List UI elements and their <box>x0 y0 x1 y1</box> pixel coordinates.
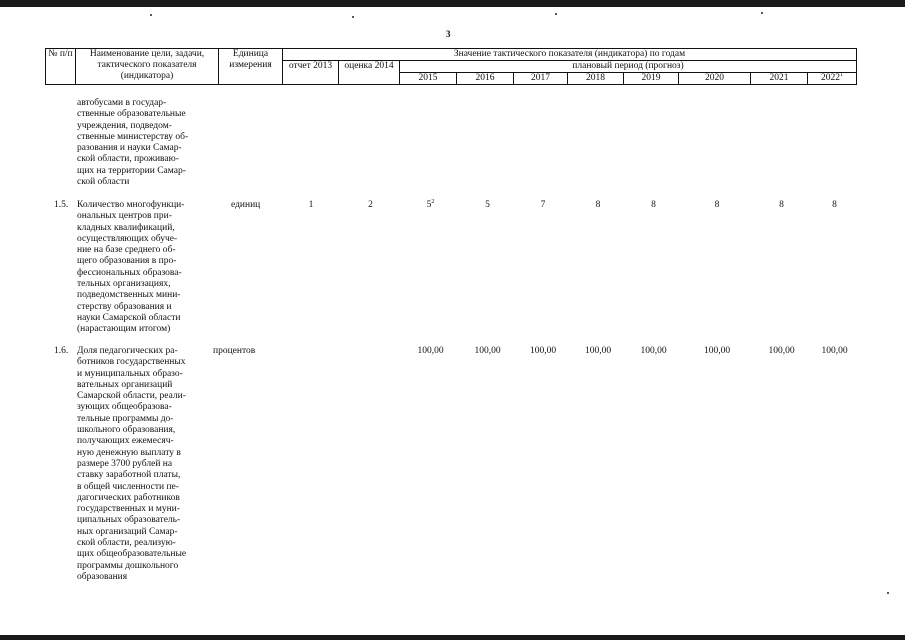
name-line: образования <box>77 571 128 582</box>
row-estimate-2014-1-5: 2 <box>368 200 373 210</box>
name-line: ботников государственных <box>77 357 186 368</box>
scan-speck <box>352 16 354 18</box>
scan-bottom-edge <box>0 635 905 640</box>
row-value-2020-1-6: 100,00 <box>703 346 731 356</box>
scan-speck <box>150 14 152 16</box>
value: 5 <box>426 200 432 210</box>
row-num-1-5: 1.5. <box>54 200 69 210</box>
header-year: 2019 <box>624 73 679 85</box>
name-line: Количество многофункци- <box>77 200 185 210</box>
row-unit-1-6: процентов <box>213 346 256 356</box>
header-unit: Единица измерения <box>219 49 283 85</box>
header-report-2013: отчет 2013 <box>283 61 339 85</box>
row-value-2018-1-6: 100,00 <box>584 346 612 356</box>
footnote-mark: 2 <box>431 199 435 205</box>
row-value-2016-1-5: 5 <box>485 200 490 210</box>
name-line: дагогических работников <box>77 492 180 503</box>
page-number: 3 <box>446 29 451 39</box>
name-line: щих общеобразовательные <box>77 549 187 560</box>
name-line: стерству образования и <box>77 301 172 312</box>
header-year-label: 2022 <box>821 73 840 83</box>
name-line: подведомственных мини- <box>77 290 181 301</box>
name-line: ставку заработной платы, <box>77 470 181 481</box>
header-year: 2018 <box>568 73 624 85</box>
row-value-2021-1-5: 8 <box>779 200 784 210</box>
name-line: ской области <box>77 177 130 188</box>
name-line: зующих общеобразова- <box>77 402 172 413</box>
row-value-2021-1-6: 100,00 <box>768 346 795 356</box>
scan-speck <box>555 13 557 15</box>
name-line: ственные образовательные <box>77 109 186 120</box>
row-value-2018-1-5: 8 <box>595 200 601 210</box>
row-unit-1-5: единиц <box>231 200 261 210</box>
header-group: Значение тактического показателя (индикатора) по годам <box>283 49 857 61</box>
header-name: Наименование цели, задачи, тактического показателя (индикатора) <box>76 49 219 85</box>
name-line: ской области, реализую- <box>77 538 176 549</box>
name-line: вательных организаций <box>77 379 173 390</box>
row-value-2015-1-6: 100,00 <box>417 346 444 356</box>
row-value-2020-1-5: 8 <box>714 200 720 210</box>
name-line: кладных квалификаций, <box>77 222 175 233</box>
name-line: школьного образования, <box>77 425 176 436</box>
name-line: ональных центров при- <box>77 211 172 222</box>
name-line: ние на базе среднего об- <box>77 245 176 256</box>
name-line: ственные министерству об- <box>77 131 189 142</box>
indicator-table-header <box>45 48 857 85</box>
row-value-2022-1-5: 8 <box>832 200 837 210</box>
header-year: 2020 <box>679 73 751 85</box>
footnote-mark: 1 <box>840 72 843 78</box>
header-year: 2021 <box>751 73 808 85</box>
row-name-continuation <box>77 98 189 188</box>
name-line: ской области, проживаю- <box>77 154 179 165</box>
name-line: тельные программы до- <box>77 413 174 424</box>
row-value-2019-1-5: 8 <box>651 200 656 210</box>
name-line: получающих ежемесяч- <box>77 436 174 447</box>
name-line: размере 3700 рублей на <box>77 458 173 469</box>
name-line: и муниципальных образо- <box>77 368 183 379</box>
row-report-2013-1-5: 1 <box>308 200 314 210</box>
name-line: Самарской области, реали- <box>77 391 186 402</box>
name-line: учреждения, подведом- <box>77 120 172 131</box>
header-estimate-2014: оценка 2014 <box>339 61 400 85</box>
name-line: государственных и муни- <box>77 504 180 515</box>
name-line: ную денежную выплату в <box>77 447 181 458</box>
name-line: Доля педагогических ра- <box>77 346 178 356</box>
row-name-1-6 <box>77 346 189 583</box>
header-year: 2016 <box>457 73 514 85</box>
name-line: щего образования в про- <box>77 256 177 267</box>
header-year: 2017 <box>514 73 568 85</box>
row-value-2017-1-5: 7 <box>540 200 546 210</box>
row-value-2019-1-6: 100,00 <box>640 346 667 356</box>
row-value-2017-1-6: 100,00 <box>529 346 557 356</box>
name-line: науки Самарской области <box>77 312 181 323</box>
header-year-2022 <box>808 73 857 85</box>
name-line: программы дошкольного <box>77 560 179 571</box>
name-line: ципальных образователь- <box>77 515 181 526</box>
name-line: щих на территории Самар- <box>77 165 186 176</box>
scan-speck <box>761 12 763 14</box>
name-line: тельных организациях, <box>77 279 171 290</box>
row-name-1-5 <box>77 200 189 336</box>
row-value-2022-1-6: 100,00 <box>821 346 848 356</box>
name-line: автобусами в государ- <box>77 98 167 108</box>
scan-top-edge <box>0 0 905 7</box>
header-plan-period: плановый период (прогноз) <box>400 61 857 73</box>
row-value-2016-1-6: 100,00 <box>474 346 501 356</box>
row-value-2015-1-5 <box>402 200 459 211</box>
name-line: в общей численности пе- <box>77 481 179 492</box>
name-line: разования и науки Самар- <box>77 143 182 154</box>
name-line: ных организаций Самар- <box>77 526 178 537</box>
name-line: фессиональных образова- <box>77 267 182 278</box>
row-num-1-6: 1.6. <box>54 346 69 356</box>
scan-speck <box>887 592 889 594</box>
name-line: осуществляющих обуче- <box>77 233 178 244</box>
header-num: № п/п <box>46 49 76 85</box>
name-line: (нарастающим итогом) <box>77 324 171 335</box>
header-year: 2015 <box>400 73 457 85</box>
